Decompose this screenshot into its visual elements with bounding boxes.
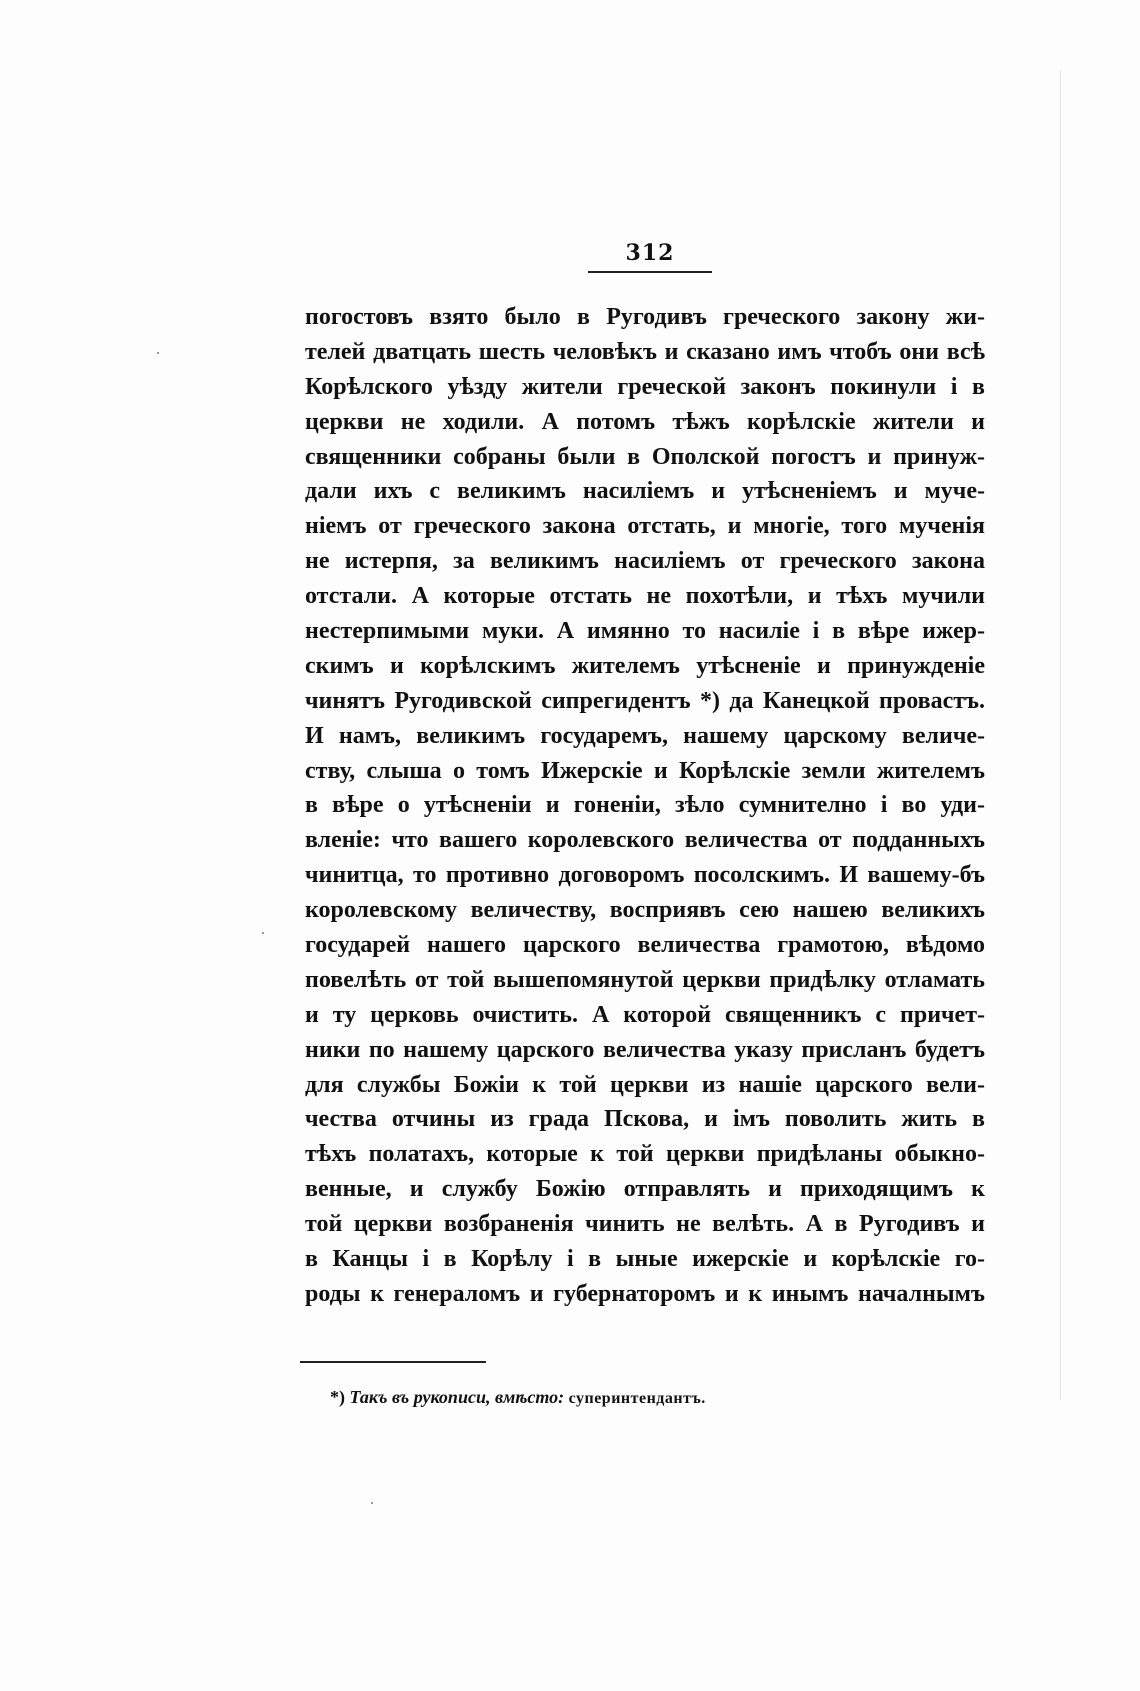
- text-line: нестерпимыми муки. А имянно то насиліе і в вѣре ижер-: [305, 618, 985, 645]
- text-line: ству, слыша о томъ Ижерскіе и Корѣлскіе земли жителемъ: [305, 757, 985, 784]
- scan-speck: [157, 352, 159, 354]
- text-line: роды к генераломъ и губернаторомъ и к инымъ началнымъ: [305, 1280, 985, 1307]
- scan-speck: [371, 1502, 373, 1504]
- footnote-marker: *): [330, 1387, 345, 1407]
- text-line: чинитца, то противно договоромъ посолскимъ. И вашему-бъ: [305, 862, 985, 889]
- scan-edge-line: [1060, 70, 1061, 1400]
- text-line: Корѣлского уѣзду жители греческой законъ покинули і в: [305, 373, 985, 400]
- scan-speck: [262, 932, 264, 934]
- text-line: дали ихъ с великимъ насиліемъ и утѣсненіемъ и муче-: [305, 478, 985, 505]
- text-line: тѣхъ полатахъ, которые к той церкви придѣланы обыкно-: [305, 1141, 985, 1168]
- header-rule: [588, 271, 712, 273]
- text-line: повелѣть от той вышепомянутой церкви придѣлку отламать: [305, 966, 985, 993]
- text-line: скимъ и корѣлскимъ жителемъ утѣсненіе и принужденіе: [305, 652, 985, 679]
- text-line: той церкви возбраненія чинить не велѣть. А в Ругодивъ и: [305, 1211, 985, 1238]
- footnote-italic-text: Такъ въ рукописи, вмѣсто:: [349, 1387, 565, 1407]
- text-line: чинятъ Ругодивской сипрегидентъ *) да Канецкой провастъ.: [305, 687, 985, 714]
- text-line: вленіе: что вашего королевского величества от подданныхъ: [305, 827, 985, 854]
- footnote: [330, 1387, 890, 1408]
- text-line: телей дватцать шесть человѣкъ и сказано имъ чтобъ они всѣ: [305, 338, 985, 365]
- text-line: отстали. А которые отстать не похотѣли, и тѣхъ мучили: [305, 583, 985, 610]
- text-line: венные, и службу Божію отправлять и приходящимъ к: [305, 1176, 985, 1203]
- text-line: церкви не ходили. А потомъ тѣжъ корѣлскіе жители и: [305, 408, 985, 435]
- text-line: не истерпя, за великимъ насиліемъ от греческого закона: [305, 548, 985, 575]
- text-line: королевскому величеству, восприявъ сею нашею великихъ: [305, 897, 985, 924]
- text-line: священники собраны были в Ополской погостъ и принуж-: [305, 443, 985, 470]
- text-line: чества отчины из града Пскова, и імъ поволить жить в: [305, 1106, 985, 1133]
- text-line: ніемъ от греческого закона отстать, и многіе, того мученія: [305, 513, 985, 540]
- text-line: погостовъ взято было в Ругодивъ греческого закону жи-: [305, 304, 985, 330]
- text-line: ники по нашему царского величества указу присланъ будетъ: [305, 1036, 985, 1063]
- footnote-rule: [300, 1361, 486, 1363]
- page-number: 312: [625, 240, 675, 266]
- text-line: в вѣре о утѣсненіи и гоненіи, зѣло сумнително і во уди-: [305, 792, 985, 819]
- body-text: [305, 300, 985, 1312]
- text-line: для службы Божіи к той церкви из нашіе царского вели-: [305, 1071, 985, 1098]
- text-line: государей нашего царского величества грамотою, вѣдомо: [305, 932, 985, 959]
- text-line: в Канцы і в Корѣлу і в ыные ижерскіе и корѣлскіе го-: [305, 1246, 985, 1273]
- text-line: И намъ, великимъ государемъ, нашему царскому величе-: [305, 722, 985, 749]
- text-line: и ту церковь очистить. А которой священникъ с причет-: [305, 1001, 985, 1028]
- footnote-word: суперинтендантъ.: [568, 1390, 706, 1407]
